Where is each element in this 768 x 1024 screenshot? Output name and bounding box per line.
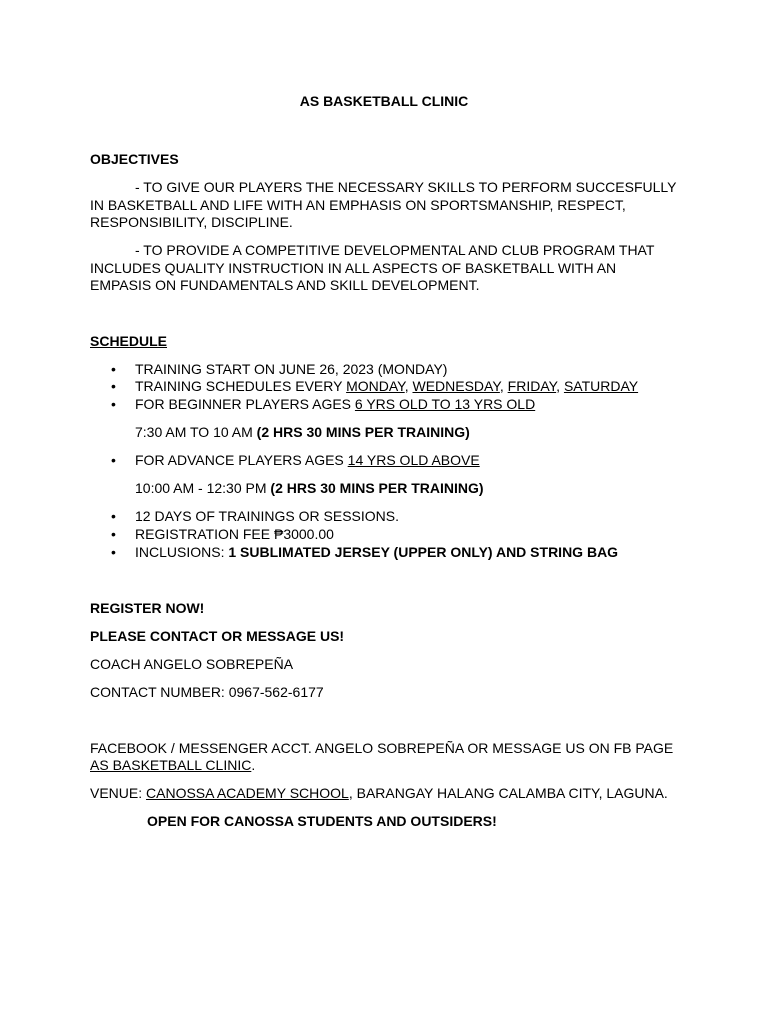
- inclusions-prefix: INCLUSIONS:: [135, 544, 229, 560]
- bullet-icon: •: [111, 508, 116, 524]
- objective-2-line-2: INCLUDES QUALITY INSTRUCTION IN ALL ASPECTS OF BASKETBALL WITH AN: [90, 260, 617, 276]
- facebook-page: [90, 756, 255, 774]
- fb-page-link[interactable]: AS BASKETBALL CLINIC: [90, 757, 252, 773]
- objective-1-line-1: - TO GIVE OUR PLAYERS THE NECESSARY SKILLS TO PERFORM SUCCESFULLY: [135, 179, 677, 195]
- day-saturday: SATURDAY: [563, 378, 639, 394]
- advance-duration: (2 HRS 30 MINS PER TRAINING): [270, 480, 484, 496]
- schedule-days-prefix: TRAINING SCHEDULES EVERY: [135, 378, 347, 394]
- document-title: AS BASKETBALL CLINIC: [299, 93, 469, 109]
- schedule-item-beginner: [135, 395, 535, 413]
- schedule-item-sessions: 12 DAYS OF TRAININGS OR SESSIONS.: [135, 508, 399, 524]
- beginner-ages: 6 YRS OLD TO 13 YRS OLD: [354, 396, 536, 412]
- objective-1-line-2: IN BASKETBALL AND LIFE WITH AN EMPHASIS ON SPORTSMANSHIP, RESPECT,: [90, 197, 626, 213]
- advance-prefix: FOR ADVANCE PLAYERS AGES: [135, 452, 348, 468]
- schedule-item-advance: [135, 451, 480, 469]
- day-separator: ,: [556, 378, 564, 394]
- venue-address: , BARANGAY HALANG CALAMBA CITY, LAGUNA.: [348, 785, 668, 801]
- bullet-icon: •: [111, 526, 116, 542]
- objective-1-line-3: RESPONSIBILITY, DISCIPLINE.: [90, 214, 293, 230]
- day-friday: FRIDAY: [507, 378, 557, 394]
- bullet-icon: •: [111, 378, 116, 394]
- venue-line: [90, 784, 668, 802]
- day-wednesday: WEDNESDAY: [412, 378, 500, 394]
- bullet-icon: •: [111, 452, 116, 468]
- contact-number: CONTACT NUMBER: 0967-562-6177: [90, 684, 324, 700]
- beginner-prefix: FOR BEGINNER PLAYERS AGES: [135, 396, 355, 412]
- schedule-item-days: [135, 377, 638, 395]
- day-separator: ,: [404, 378, 413, 394]
- objective-2-line-3: EMPASIS ON FUNDAMENTALS AND SKILL DEVELOPMENT.: [90, 277, 480, 293]
- venue-prefix: VENUE:: [90, 785, 147, 801]
- objective-2-line-1: - TO PROVIDE A COMPETITIVE DEVELOPMENTAL AND CLUB PROGRAM THAT: [135, 242, 655, 258]
- inclusions-value: 1 SUBLIMATED JERSEY (UPPER ONLY) AND STRING BAG: [228, 544, 619, 560]
- day-separator: ,: [499, 378, 508, 394]
- bullet-icon: •: [111, 544, 116, 560]
- bullet-icon: •: [111, 361, 116, 377]
- advance-ages: 14 YRS OLD ABOVE: [347, 452, 480, 468]
- bullet-icon: •: [111, 396, 116, 412]
- advance-time: [135, 479, 484, 497]
- venue-school: CANOSSA ACADEMY SCHOOL: [146, 785, 349, 801]
- facebook-line: FACEBOOK / MESSENGER ACCT. ANGELO SOBREPEÑA OR MESSAGE US ON FB PAGE: [90, 740, 674, 756]
- objectives-heading: OBJECTIVES: [90, 151, 179, 167]
- coach-name: COACH ANGELO SOBREPEÑA: [90, 656, 294, 672]
- day-monday: MONDAY: [346, 378, 405, 394]
- beginner-time-range: 7:30 AM TO 10 AM: [135, 424, 257, 440]
- schedule-heading: SCHEDULE: [90, 333, 168, 349]
- register-heading: REGISTER NOW!: [90, 600, 205, 616]
- fb-page-period: .: [251, 757, 256, 773]
- beginner-time: [135, 423, 470, 441]
- schedule-item-fee: REGISTRATION FEE ₱3000.00: [135, 526, 334, 542]
- open-note: OPEN FOR CANOSSA STUDENTS AND OUTSIDERS!: [147, 813, 497, 829]
- advance-time-range: 10:00 AM - 12:30 PM: [135, 480, 271, 496]
- contact-prompt: PLEASE CONTACT OR MESSAGE US!: [90, 628, 345, 644]
- schedule-item-start-date: TRAINING START ON JUNE 26, 2023 (MONDAY): [135, 361, 448, 377]
- schedule-item-inclusions: [135, 543, 618, 561]
- beginner-duration: (2 HRS 30 MINS PER TRAINING): [256, 424, 470, 440]
